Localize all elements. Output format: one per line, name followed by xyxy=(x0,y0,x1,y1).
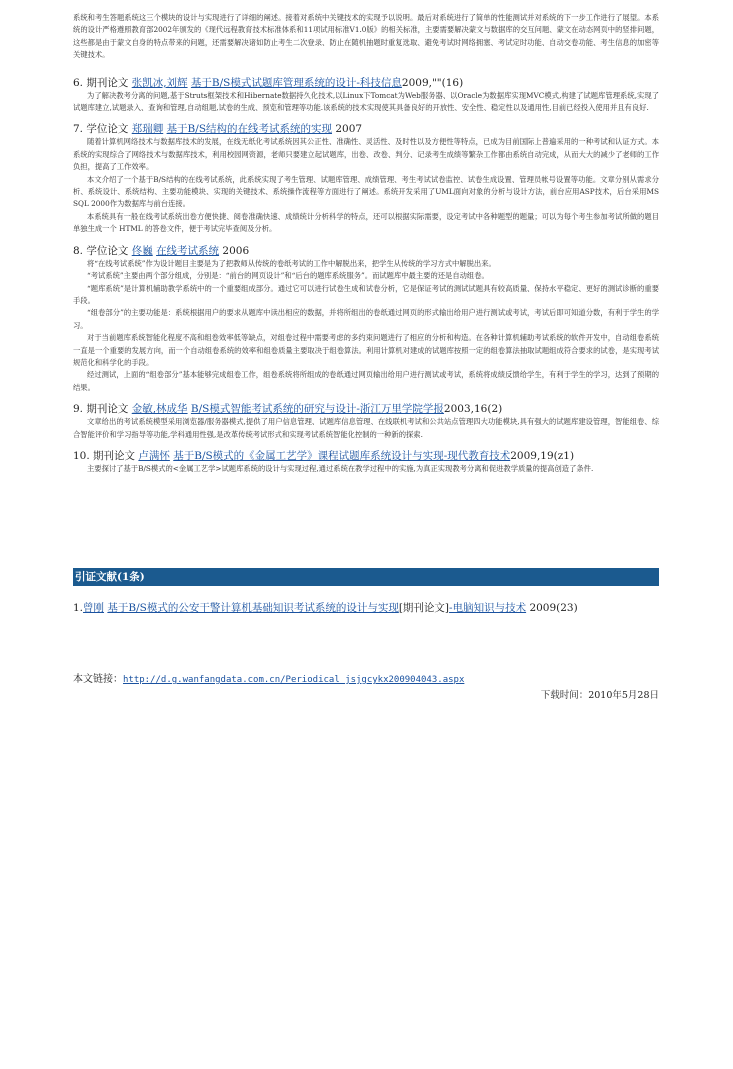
reference-entry-heading xyxy=(73,122,659,136)
cite-item-num: 1. xyxy=(73,602,84,614)
reference-abstract: “组卷部分”的主要功能是：系统根据用户的要求从题库中读出相应的数据，并将所组出的卷纸通过网页的形式输出给用户进行测试或考试，考试后即可知道分数，有利于学生的学习。 xyxy=(73,308,659,330)
reference-year: 2003,16(2) xyxy=(443,403,503,416)
reference-type: 学位论文 xyxy=(86,244,129,257)
reference-entry-heading xyxy=(73,402,659,416)
reference-type: 期刊论文 xyxy=(86,76,129,89)
reference-number: 7. xyxy=(73,123,84,136)
spacer xyxy=(73,236,659,244)
spacer xyxy=(73,394,659,402)
reference-abstract: 主要探讨了基于B/S模式的<金属工艺学>试题库系统的设计与实现过程,通过系统在教学过程中的实施,为真正实现教考分离和促进教学质量的提高创造了条件. xyxy=(87,463,594,473)
reference-entry-heading xyxy=(73,449,659,463)
reference-entry xyxy=(73,402,659,449)
reference-title-link[interactable]: 在线考试系统 xyxy=(156,244,220,257)
cite-item-title-link[interactable]: 基于B/S模式的公安干警计算机基础知识考试系统的设计与实现 xyxy=(107,602,399,614)
spacer xyxy=(73,475,659,483)
reference-type: 期刊论文 xyxy=(93,449,136,462)
reference-author-link[interactable]: 卢满怀 xyxy=(138,449,170,462)
reference-abstract: 本文介绍了一个基于B/S结构的在线考试系统，此系统实现了考生管理、试题库管理、成绩管理、考生考试试卷监控、试卷生成设置、管理员帐号设置等功能。文章分别从需求分析、系统设计、系统结构、主要功能模块、实现的关键技术、系统操作流程等方面进行了阐述。系统开发采用了UML面向对象的分析与设计方法，前台应用ASP技术，后台采用MS SQL 2000作为数据库与前台连接。 xyxy=(73,174,659,209)
reference-year: 2009,19(z1) xyxy=(510,449,575,462)
reference-author-link[interactable]: 佟巍 xyxy=(131,244,153,257)
reference-abstract: “考试系统”主要由两个部分组成，分别是：“前台的网页设计”和“后台的题库系统服务”。而试题库中最主要的还是自动组卷。 xyxy=(87,271,489,281)
spacer xyxy=(73,114,659,122)
reference-number: 10. xyxy=(73,449,90,462)
reference-number: 9. xyxy=(73,403,84,416)
cite-item-type: [期刊论文] xyxy=(398,602,450,614)
reference-year: 2006 xyxy=(222,244,250,257)
reference-title-link[interactable]: 基于B/S模式试题库管理系统的设计 xyxy=(190,76,357,89)
reference-author-link[interactable]: 郑瑞卿 xyxy=(131,123,164,136)
reference-type: 期刊论文 xyxy=(86,403,129,416)
reference-abstract: 文章给出的考试系统模型采用浏览器/服务器模式,提供了用户信息管理、试题库信息管理、在线联机考试和公共站点管理四大功能模块,具有强大的试题库建设管理，智能组卷、综合智能评价和学习指导等功能,学科通用性强,是改革传统考试形式和实现考试系统智能化控制的一种新的探索. xyxy=(73,417,659,439)
reference-entry-heading xyxy=(73,244,659,258)
reference-type: 学位论文 xyxy=(86,123,129,136)
reference-abstract: 为了解决教考分离的问题,基于Struts框架技术和Hibernate数据持久化技术,以Linux下Tomcat为Web服务器、以Oracle为数据库实现MVC模式,构建了试题库管理系统,实现了试题库建立,试题录入、查询和管理,自动组题,试卷的生成、预览和管理等功能.该系统的技术实现使其具备良好的开放性、安全性、稳定性以及通用性,目前已经投入使用并且有良好. xyxy=(73,90,659,113)
reference-entry xyxy=(73,122,659,243)
reference-abstract: 经过测试，上面的“组卷部分”基本能够完成组卷工作，组卷系统将所组成的卷纸通过网页输出给用户进行测试或考试，系统将成绩反馈给学生，有利于学生的学习，达到了预期的结果。 xyxy=(73,370,659,392)
article-link-url[interactable]: http://d.g.wanfangdata.com.cn/Periodical_jsjgcykx200904043.aspx xyxy=(123,675,465,685)
reference-title-link[interactable]: 基于B/S模式的《金属工艺学》课程试题库系统设计与实现 xyxy=(173,449,444,462)
reference-author-link[interactable]: 金敏,林成华 xyxy=(131,403,188,416)
reference-number: 6. xyxy=(73,76,84,89)
cite-item-author-link[interactable]: 曾刚 xyxy=(83,602,105,614)
download-time: 下载时间：2010年5月28日 xyxy=(540,690,659,701)
intro-paragraph: 系统和考生答题系统这三个模块的设计与实现进行了详细的阐述。接着对系统中关键技术的实现予以说明。最后对系统进行了简单的性能测试并对系统的下一步工作进行了展望。本系统的设计严格遵照教育部2002年颁发的《现代远程教育技术标准体系和11项试用标准V1.0版》的相关标准，主要需要解决蒙文与数据库的交互问题、蒙文在动态网页中的竖排问题，这些都是由于蒙文自身的特点带来的问题，还需要解决诸如防止考生二次登录、防止在随机抽题时重复选取、避免考试时网络拥塞、考试定时功能、自动交卷功能、考生信息的加密等关键技术。 xyxy=(73,13,659,60)
reference-list xyxy=(73,76,659,484)
article-link-label: 本文链接： xyxy=(73,674,123,685)
reference-title-link[interactable]: 基于B/S结构的在线考试系统的实现 xyxy=(166,123,333,136)
spacer xyxy=(73,62,659,76)
reference-source-link[interactable]: -现代教育技术 xyxy=(443,449,511,462)
reference-source-link[interactable]: -浙江万里学院学报 xyxy=(356,403,444,416)
cite-item xyxy=(73,601,578,615)
reference-title-link[interactable]: B/S模式智能考试系统的研究与设计 xyxy=(190,403,357,416)
reference-author-link[interactable]: 张凯冰,刘辉 xyxy=(131,76,188,89)
cite-item-year: 2009(23) xyxy=(529,602,578,614)
reference-entry-heading xyxy=(73,76,659,90)
reference-abstract: 本系统具有一般在线考试系统出卷方便快捷、阅卷准确快速、成绩统计分析科学的特点，还可以根据实际需要，设定考试中各种题型的题量；可以为每个考生参加考试所做的题目单独生成一个 HTML 的答卷文件，便于考试完毕查阅及分析。 xyxy=(73,211,659,234)
reference-abstract: 将“在线考试系统”作为设计题目主要是为了把教师从传统的卷纸考试的工作中解脱出来，把学生从传统的学习方式中解脱出来。 xyxy=(87,258,496,268)
cite-item-source-link[interactable]: -电脑知识与技术 xyxy=(449,602,527,614)
spacer xyxy=(73,441,659,449)
reference-year: 2009,""(16) xyxy=(401,76,464,89)
reference-entry xyxy=(73,244,659,402)
article-link-line xyxy=(73,673,464,687)
reference-abstract: 随着计算机网络技术与数据库技术的发展，在线无纸化考试系统因其公正性、准确性、灵活性、及时性以及方便性等特点，已成为目前国际上普遍采用的一种考试和认证方式。本系统的实现综合了网络技术与数据库技术，利用校园网资源，老师只要建立起试题库，出卷、改卷、判分、记录考生成绩等繁杂工作都由系统自动完成，从而大大的减少了老师的工作负担，提高了工作效率。 xyxy=(73,137,659,172)
document-body xyxy=(73,0,659,483)
reference-abstract: “题库系统”是计算机辅助教学系统中的一个重要组成部分。通过它可以进行试卷生成和试卷分析，它是保证考试的测试试题具有较高质量、保持水平稳定、更好的测试诊断的重要手段。 xyxy=(73,283,659,305)
reference-year: 2007 xyxy=(335,123,363,136)
reference-entry xyxy=(73,76,659,123)
cite-section-heading: 引证文献(1条) xyxy=(73,568,659,586)
reference-source-link[interactable]: -科技信息 xyxy=(356,76,402,89)
reference-number: 8. xyxy=(73,244,84,257)
reference-abstract: 对于当前题库系统智能化程度不高和组卷效率低等缺点，对组卷过程中需要考虑的多约束问题进行了相应的分析和构造。在各种计算机辅助考试系统的软件开发中，自动组卷系统一直是一个重要的发展方向，而一个自动组卷系统的效率和组卷质量主要取决于组卷算法。利用计算机对建成的试题库按照一定的组卷算法抽取试题组成符合要求的试卷，是实现考试规范化和科学化的手段。 xyxy=(73,333,659,367)
reference-entry xyxy=(73,449,659,483)
